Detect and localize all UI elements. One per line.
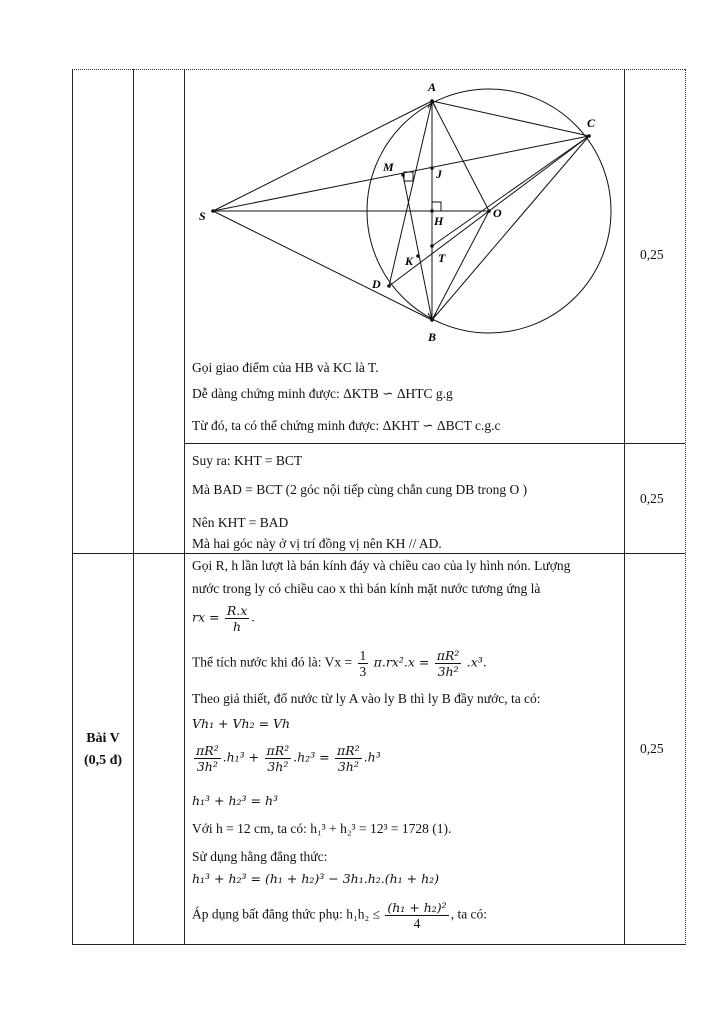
row1-score: 0,25 bbox=[640, 247, 664, 262]
row2-line3: Nên KHT = BAD bbox=[192, 515, 289, 530]
row3-l6: Vh₁ + Vh₂ = Vh bbox=[192, 716, 291, 731]
row2-line2: Mà BAD = BCT (2 góc nội tiếp cùng chắn cung DB trong O ) bbox=[192, 482, 528, 497]
label-M: M bbox=[383, 160, 394, 174]
row3-l12: Áp dụng bất đẳng thức phụ: h₁h₂ ≤ $\frac{\text{(h₁ + h₂)²}}{4}$ , ta có: bbox=[192, 900, 488, 931]
row2-line1: Suy ra: KHT = BCT bbox=[192, 453, 303, 468]
row3-l11: h₁³ + h₂³ = (h₁ + h₂)³ − 3h₁.h₂.(h₁ + h₂) bbox=[192, 871, 440, 886]
label-B: B bbox=[428, 330, 437, 344]
table-bottom-border bbox=[72, 944, 685, 945]
row3-l5: Theo giả thiết, đổ nước từ ly A vào ly B thì ly B đầy nước, ta có: bbox=[192, 691, 541, 706]
row3-l8: h₁³ + h₂³ = h³ bbox=[192, 793, 279, 808]
row3-l1: Gọi R, h lần lượt là bán kính đáy và chiều cao của ly hình nón. Lượng bbox=[192, 558, 571, 573]
row3-score: 0,25 bbox=[640, 741, 664, 756]
label-C: C bbox=[587, 116, 596, 130]
row3-l2: nước trong ly có chiều cao x thì bán kính mặt nước tương ứng là bbox=[192, 581, 541, 596]
row1-line3: Từ đó, ta có thể chứng minh được: ΔKHT ∽ ΔBCT c.g.c bbox=[192, 418, 501, 433]
problem-label: Bài V bbox=[86, 731, 120, 746]
label-O: O bbox=[493, 206, 502, 220]
row2-score: 0,25 bbox=[640, 491, 664, 506]
label-J: J bbox=[436, 167, 442, 181]
row1-line2: Dễ dàng chứng minh được: ΔKTB ∽ ΔHTC g.g bbox=[192, 386, 453, 401]
row3-l3: rx = $\frac{R.x}{h}$ . bbox=[192, 603, 255, 634]
label-T: T bbox=[438, 251, 446, 265]
row-border-1 bbox=[184, 443, 685, 444]
row2-line4: Mà hai góc này ở vị trí đồng vị nên KH // AD. bbox=[192, 536, 442, 551]
label-S: S bbox=[199, 209, 206, 223]
row3-l10: Sử dụng hằng đẳng thức: bbox=[192, 849, 328, 864]
problem-points: (0,5 đ) bbox=[83, 753, 123, 768]
label-D: D bbox=[372, 277, 381, 291]
label-H: H bbox=[434, 214, 444, 228]
row3-l4: Thể tích nước khi đó là: Vx = $\frac{1}{3}$ π.rx².x = $\frac{\text{πR²}}{\text{3h²}}$ .x³. bbox=[192, 648, 487, 679]
label-K: K bbox=[405, 254, 414, 268]
row1-line1: Gọi giao điểm của HB và KC là T. bbox=[192, 360, 379, 375]
row3-l9: Với h = 12 cm, ta có: h₁³ + h₂³ = 12³ = 1728 (1). bbox=[192, 821, 452, 836]
label-A: A bbox=[428, 80, 437, 94]
row-border-2 bbox=[72, 553, 685, 554]
row3-l7: $\frac{\text{πR²}}{\text{3h²}}$ .h₁³ + $\frac{\text{πR²}}{\text{3h²}}$ .h₂³ = $\frac{\text{πR²}}{\text{3h²}}$ .h³ bbox=[196, 743, 381, 774]
